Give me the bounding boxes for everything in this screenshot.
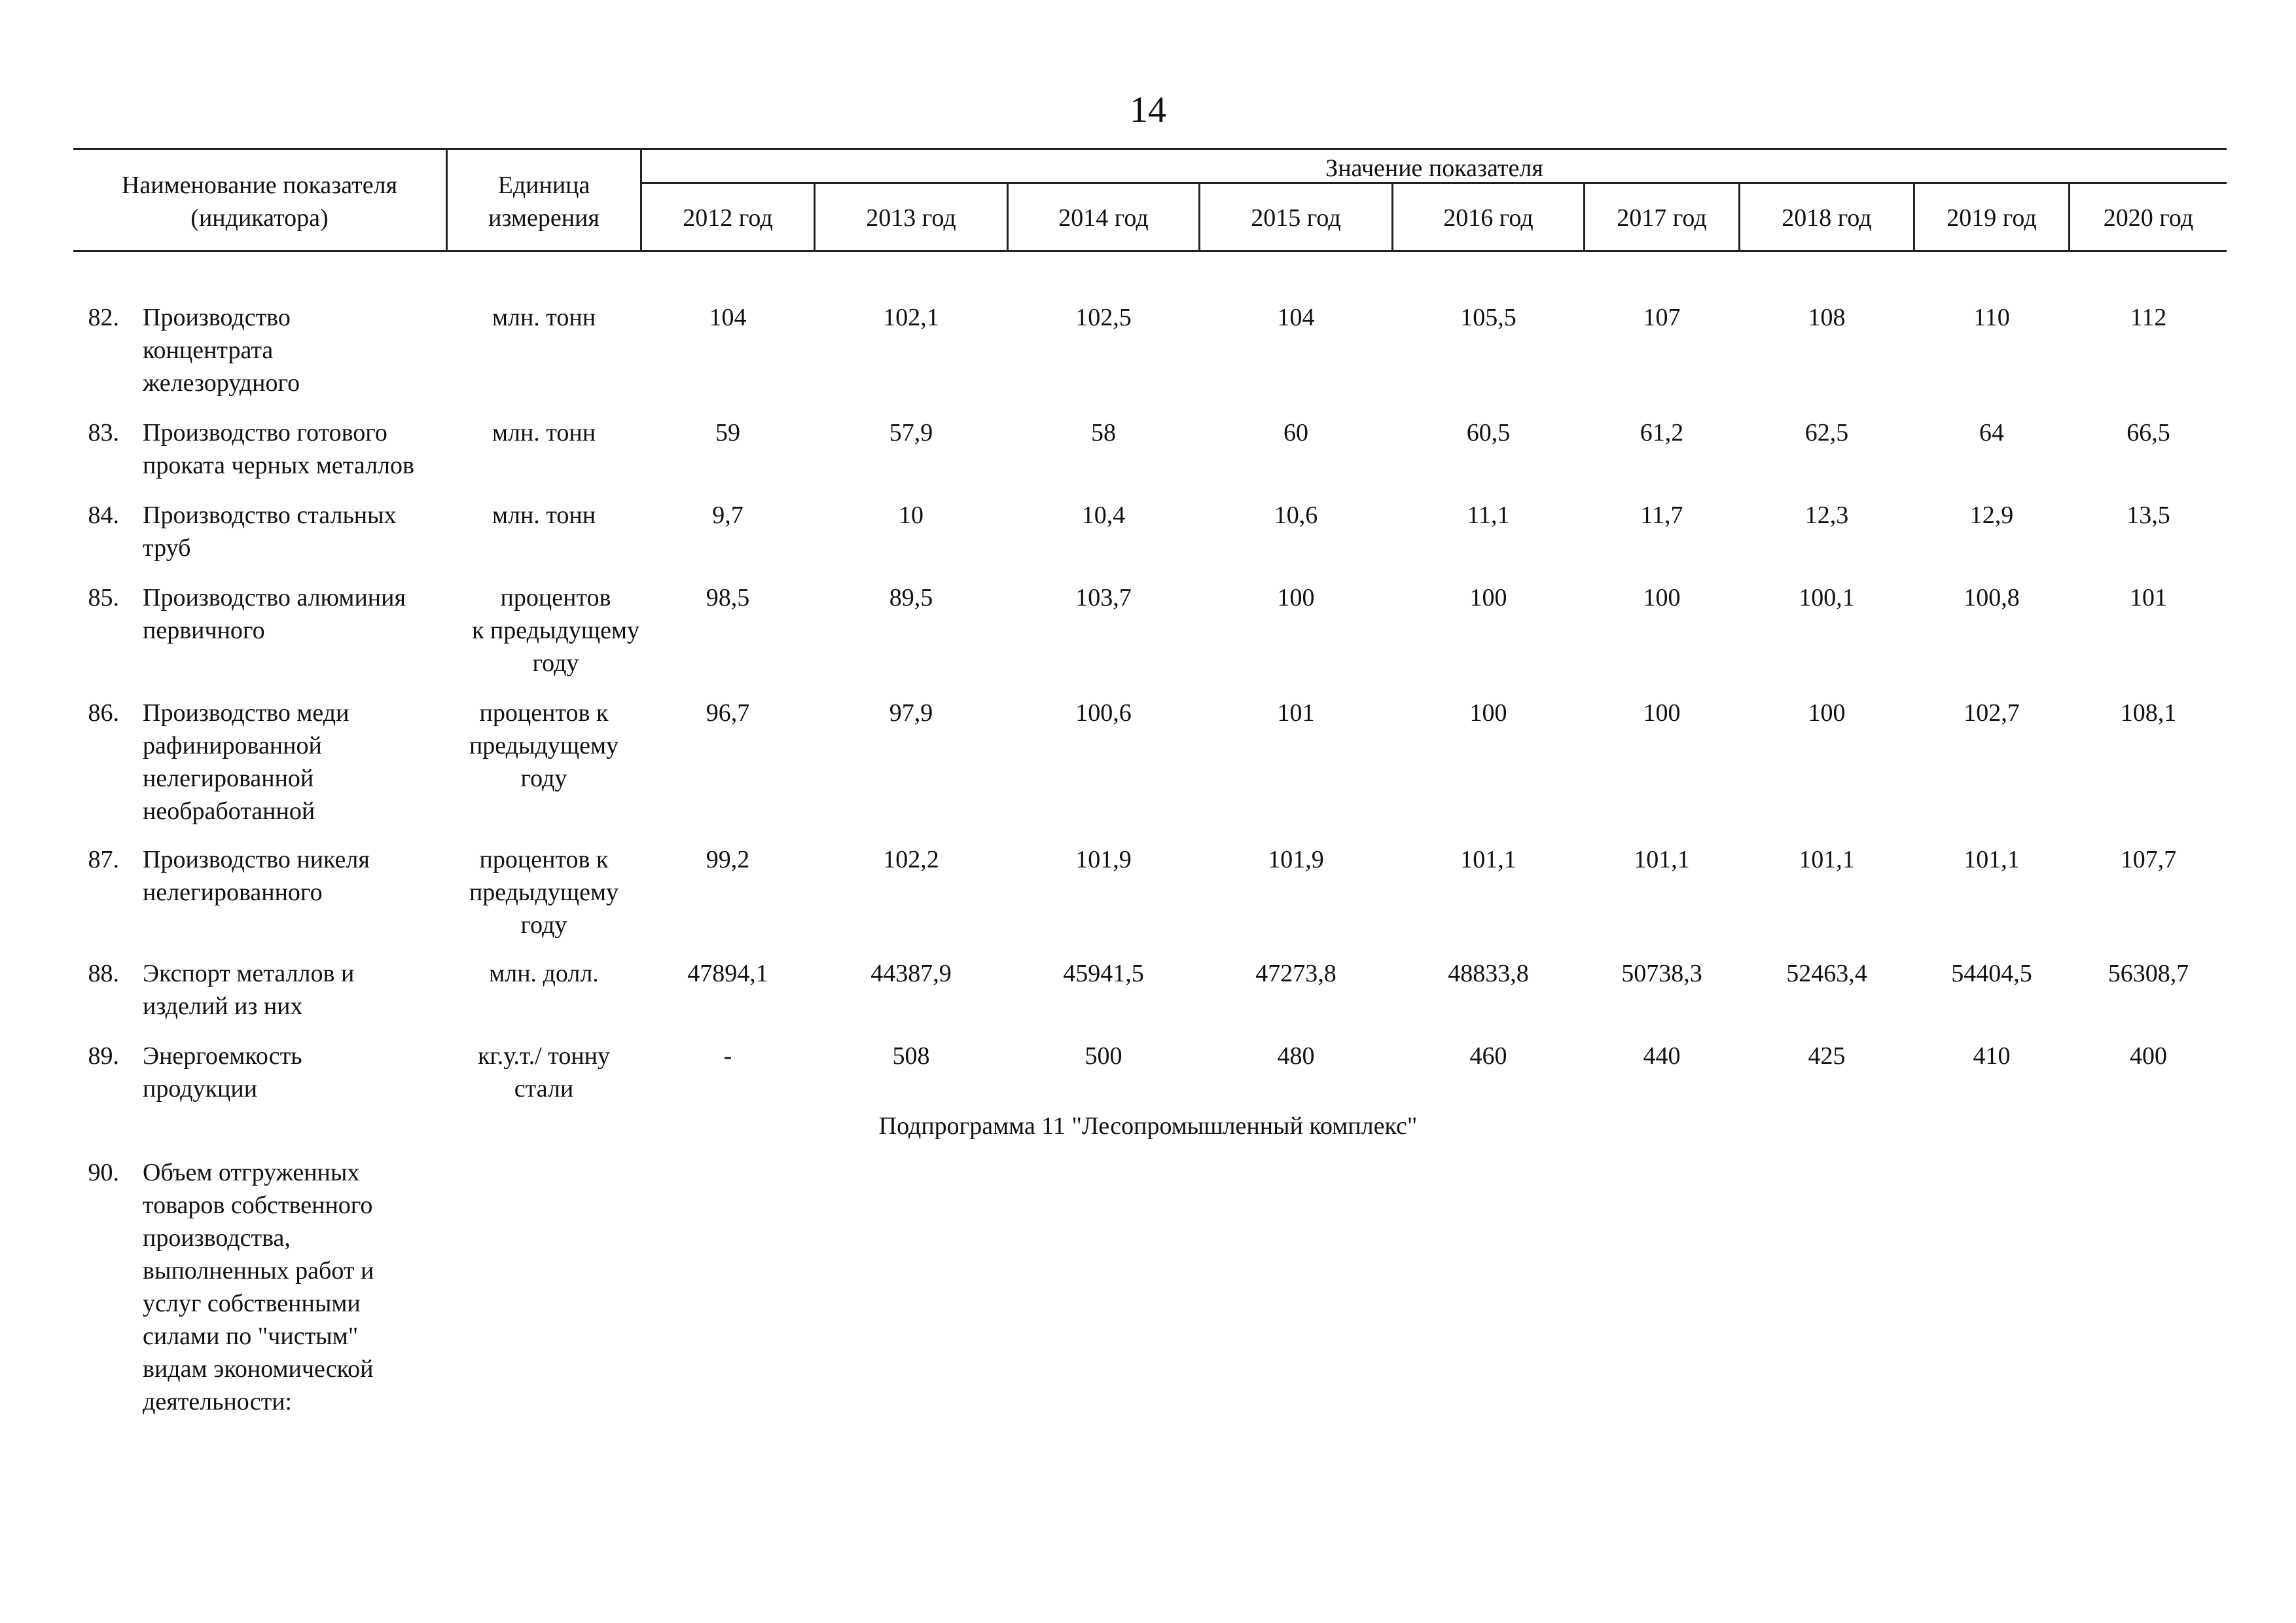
row-85-2017: 100 [1643,584,1681,611]
row-86-name: Производство меди рафинированной нелегированной необработанной [143,699,350,825]
row-83-2016: 60,5 [1466,419,1511,447]
row-87-2013: 102,2 [883,846,939,873]
row-88-2013: 44387,9 [870,960,952,987]
row-87-2016: 101,1 [1460,846,1516,873]
row-86-2015: 101 [1277,699,1315,727]
row-85-name: Производство алюминия первичного [143,584,406,644]
row-89-2015: 480 [1277,1042,1315,1070]
row-84-2015: 10,6 [1274,501,1318,529]
row-85-num: 85. [88,584,119,611]
row-83-2013: 57,9 [889,419,933,447]
row-85-unit: процентов к предыдущему году [471,584,640,677]
row-83-2014: 58 [1091,419,1116,447]
row-87-name: Производство никеля нелегированного [143,846,370,906]
row-88-2018: 52463,4 [1786,960,1867,987]
row-83-num: 83. [88,419,119,447]
row-89-2020: 400 [2130,1042,2167,1070]
row-87-2012: 99,2 [706,846,750,873]
header-year-2015: 2015 год [1251,204,1341,232]
row-88-2017: 50738,3 [1621,960,1702,987]
row-82-unit: млн. тонн [492,304,596,331]
row-86-unit: процентов к предыдущему году [469,699,619,792]
row-82-2013: 102,1 [883,304,939,331]
header-year-2019: 2019 год [1946,204,2037,232]
row-82-2012: 104 [709,304,747,331]
row-82-2017: 107 [1643,304,1681,331]
row-88-name: Экспорт металлов и изделий из них [143,960,355,1020]
row-84-2014: 10,4 [1081,501,1126,529]
row-84-2018: 12,3 [1804,501,1849,529]
header-year-2012: 2012 год [683,204,773,232]
row-84-name: Производство стальных труб [143,501,397,562]
row-87-2018: 101,1 [1799,846,1855,873]
row-83-unit: млн. тонн [492,419,596,447]
header-year-2016: 2016 год [1443,204,1534,232]
row-86-2020: 108,1 [2120,699,2177,727]
row-89-2016: 460 [1469,1042,1507,1070]
row-86-num: 86. [88,699,119,727]
row-89-2019: 410 [1973,1042,2011,1070]
row-88-2014: 45941,5 [1063,960,1144,987]
row-86-2012: 96,7 [706,699,750,727]
row-83-name: Производство готового проката черных металлов [143,419,414,479]
row-89-2014: 500 [1085,1042,1122,1070]
row-82-2016: 105,5 [1460,304,1516,331]
row-84-2016: 11,1 [1467,501,1510,529]
row-82-2020: 112 [2130,304,2167,331]
row-82-name: Производство концентрата железорудного [143,304,300,397]
row-86-2013: 97,9 [889,699,933,727]
row-85-2012: 98,5 [706,584,750,611]
row-88-2012: 47894,1 [687,960,768,987]
row-84-2013: 10 [899,501,924,529]
row-88-2019: 54404,5 [1951,960,2032,987]
row-87-2015: 101,9 [1268,846,1324,873]
row-84-2019: 12,9 [1969,501,2014,529]
row-82-2019: 110 [1973,304,2010,331]
row-89-name: Энергоемкость продукции [143,1042,302,1103]
row-87-num: 87. [88,846,119,873]
header-year-2014: 2014 год [1058,204,1149,232]
row-89-2012: - [723,1042,732,1070]
row-86-2018: 100 [1808,699,1846,727]
row-87-unit: процентов к предыдущему году [469,846,619,939]
header-year-2020: 2020 год [2103,204,2194,232]
row-89-num: 89. [88,1042,119,1070]
subprogram-heading: Подпрограмма 11 "Лесопромышленный комплекс" [878,1112,1418,1140]
row-84-2017: 11,7 [1640,501,1683,529]
header-year-2018: 2018 год [1782,204,1872,232]
row-88-num: 88. [88,960,119,987]
header-bottom-border [73,250,2227,252]
header-name: Наименование показателя (индикатора) [121,172,398,232]
row-89-unit: кг.у.т./ тонну стали [477,1042,611,1103]
row-89-2018: 425 [1808,1042,1846,1070]
row-82-2015: 104 [1277,304,1315,331]
row-82-2014: 102,5 [1075,304,1132,331]
page-number: 14 [1130,90,1166,130]
row-82-2018: 108 [1808,304,1846,331]
row-84-2020: 13,5 [2126,501,2170,529]
row-88-2020: 56308,7 [2108,960,2189,987]
row-84-2012: 9,7 [712,501,744,529]
row-90-num: 90. [88,1159,119,1186]
row-85-2018: 100,1 [1799,584,1855,611]
row-86-2019: 102,7 [1964,699,2020,727]
table-top-border [73,148,2227,150]
row-85-2014: 103,7 [1075,584,1132,611]
row-86-2014: 100,6 [1075,699,1132,727]
row-85-2020: 101 [2130,584,2167,611]
row-83-2012: 59 [715,419,740,447]
row-83-2020: 66,5 [2126,419,2170,447]
header-unit: Единица измерения [488,172,600,232]
row-84-num: 84. [88,501,119,529]
row-87-2019: 101,1 [1964,846,2020,873]
row-88-2016: 48833,8 [1448,960,1529,987]
row-89-2013: 508 [892,1042,930,1070]
header-year-2013: 2013 год [866,204,956,232]
row-90-name: Объем отгруженных товаров собственного производства, выполненных работ и услуг собственными силами по "чистым" видам экономической деятельности: [143,1159,374,1415]
row-88-2015: 47273,8 [1255,960,1336,987]
row-87-2014: 101,9 [1075,846,1132,873]
row-86-2016: 100 [1469,699,1507,727]
row-82-num: 82. [88,304,119,331]
row-85-2016: 100 [1469,584,1507,611]
row-83-2015: 60 [1283,419,1308,447]
row-87-2020: 107,7 [2120,846,2177,873]
row-83-2019: 64 [1979,419,2004,447]
row-83-2017: 61,2 [1640,419,1684,447]
row-85-2015: 100 [1277,584,1315,611]
row-83-2018: 62,5 [1804,419,1849,447]
header-value-group: Значение показателя [1325,155,1543,182]
row-85-2019: 100,8 [1964,584,2020,611]
row-86-2017: 100 [1643,699,1681,727]
header-year-2017: 2017 год [1617,204,1707,232]
row-84-unit: млн. тонн [492,501,596,529]
row-88-unit: млн. долл. [489,960,599,987]
row-87-2017: 101,1 [1634,846,1690,873]
row-85-2013: 89,5 [889,584,933,611]
row-89-2017: 440 [1643,1042,1681,1070]
